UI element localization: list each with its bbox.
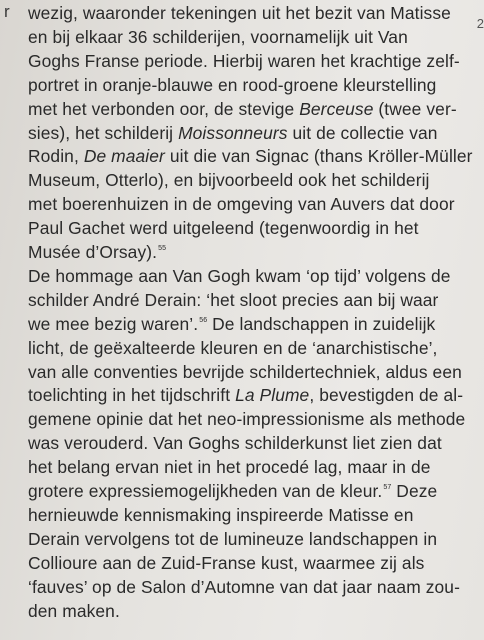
text-line [28,553,424,574]
text-segment: we mee bezig waren’. [28,313,199,334]
text-segment: van alle conventies bevrijde schildertechniek, aldus een [28,361,462,382]
text-line [28,75,436,96]
text-line [28,601,120,622]
text-segment: met het verbonden oor, de stevige [28,98,300,119]
text-line [28,27,408,48]
text-line [28,409,465,430]
text-segment: schilder André Derain: ‘het sloot precies aan bij waar [28,289,439,310]
text-line [28,314,435,335]
text-line [28,577,460,598]
text-line [28,146,473,167]
text-segment: portret in oranje-blauwe en rood-groene kleurstelling [28,74,437,95]
text-line [28,529,437,550]
text-line [28,194,455,215]
text-segment: en bij elkaar 36 schilderijen, voornamelijk uit Van [28,26,408,47]
italic-title: Moissonneurs [178,122,288,143]
text-line [28,385,463,406]
text-segment: den maken. [28,600,120,621]
text-line [28,99,457,120]
text-segment: De hommage aan Van Gogh kwam ‘op tijd’ volgens de [28,265,451,286]
text-segment: wezig, waaronder tekeningen uit het bezit van Matisse [28,3,451,23]
text-segment: Museum, Otterlo), en bijvoorbeeld ook het schilderij [28,170,430,191]
text-segment: Paul Gachet werd uitgeleend (tegenwoordig in het [28,218,419,239]
italic-title: De maaier [83,146,165,167]
text-line [28,290,438,311]
text-line [28,266,451,287]
footnote-ref: 55 [158,245,167,252]
text-line [28,170,430,191]
text-segment: Deze [391,481,438,501]
text-segment: ‘fauves’ op de Salon d’Automne van dat jaar naam zou- [28,576,460,597]
text-line [28,51,460,72]
text-segment: hernieuwde kennismaking inspireerde Matisse en [28,504,414,525]
italic-title: Berceuse [299,98,374,119]
text-segment: Collioure aan de Zuid-Franse kust, waarmee zij als [28,552,425,573]
italic-title: La Plume [235,385,310,406]
margin-fragment: r [4,2,10,21]
footnote-ref: 57 [383,484,392,491]
text-line [28,481,437,502]
text-segment: Rodin, [28,146,84,167]
text-line [28,433,442,454]
text-segment: (twee ver- [373,98,457,119]
text-segment: Derain vervolgens tot de lumineuze landschappen in [28,528,438,549]
text-line [28,505,413,526]
text-segment: Goghs Franse periode. Hierbij waren het krachtige zelf- [28,50,460,71]
text-line [28,362,462,383]
text-segment: was verouderd. Van Goghs schilderkunst liet zien dat [28,433,442,454]
text-segment: toelichting in het tijdschrift [28,385,236,406]
text-segment: Musée d’Orsay). [28,242,158,262]
text-segment: gemene opinie dat het neo-impressionisme als methode [28,409,466,430]
text-segment: licht, de geëxalteerde kleuren en de ‘anarchistische’, [28,337,438,358]
text-segment: uit die van Signac (thans Kröller-Müller [164,146,473,167]
footnote-ref: 56 [199,316,208,324]
text-segment: grotere expressiemogelijkheden van de kleur. [28,481,383,501]
text-segment: uit de collectie van [287,122,438,143]
page-number: 2 [476,16,484,31]
text-line [28,457,431,478]
text-line [28,338,438,359]
text-segment: het belang ervan niet in het procedé lag, maar in de [28,457,431,478]
text-line [28,3,451,24]
text-line [28,218,419,239]
text-segment: met boerenhuizen in de omgeving van Auvers dat door [28,194,455,215]
text-line [28,123,438,144]
text-segment: sies), het schilderij [28,122,179,143]
text-line [28,242,166,263]
text-segment: De landschappen in zuidelijk [207,313,436,334]
text-segment: , bevestigden de al- [309,385,464,406]
